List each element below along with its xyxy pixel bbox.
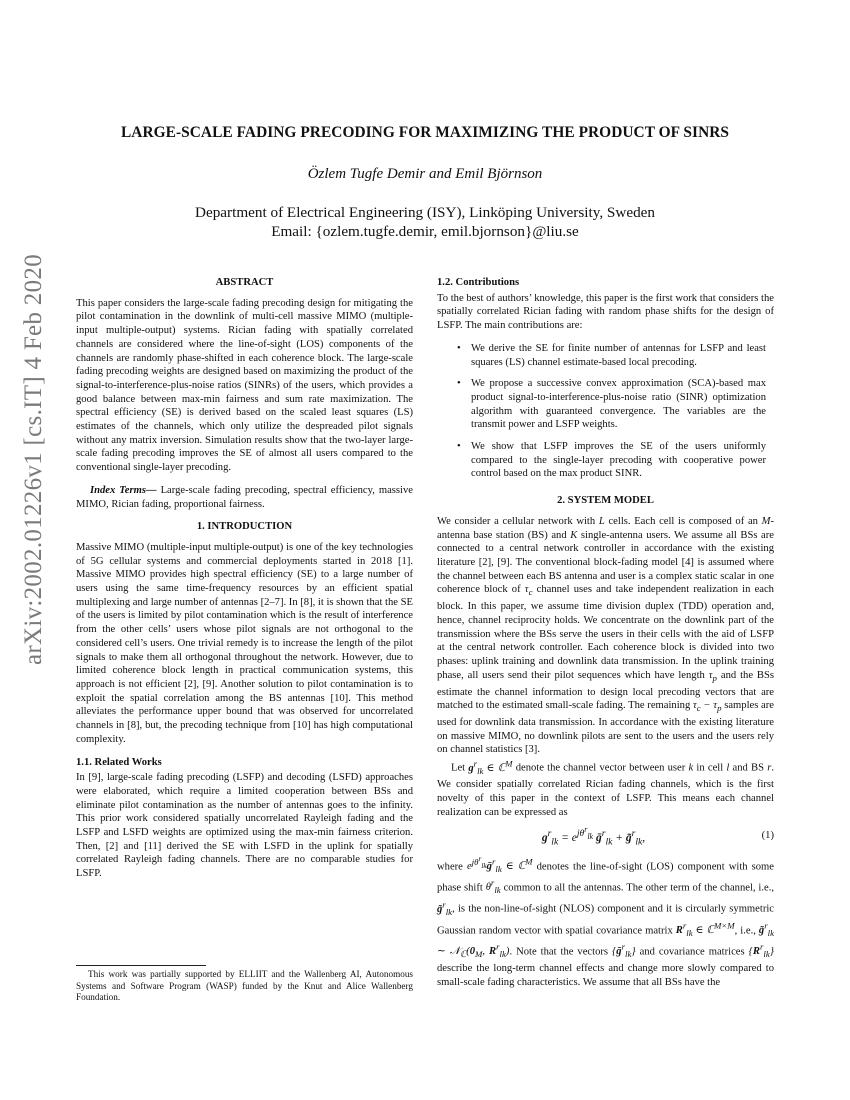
contributions-heading: 1.2. Contributions: [437, 277, 520, 288]
system-model-heading: 2. SYSTEM MODEL: [557, 495, 654, 507]
intro-text: Massive MIMO (multiple-input multiple-output) is one of the key technologies of 5G cellular systems and commercial deployments started in 2018 [1]. Massive MIMO provides high spectral efficiency (SE) to a large number of users using the same time-frequency resources by an efficient spatial multiplexing and large number of antennas [2–7]. In [8], it is shown that the SE of the users is limited by pilot contamination which is the result of interference from the other cells’ users whose pilot signals are not orthogonal to the considered cell’s users. One trivial remedy is to increase the length of the pilot signals to make them all orthogonal throughout the network. However, due to limited coherence block length in practical communication systems, this approach is not efficient [2], [9]. Another solution to pilot contamination is to exploit the spatial correlation among the BS antennas [10]. This method alleviates the performance upper bound that was observed for uncorrelated channels in [8], but, the precoding technique from [10] has high computational complexity.: [76, 541, 413, 745]
index-terms-label: Index Terms—: [90, 484, 157, 496]
abstract-text: This paper considers the large-scale fading precoding design for mitigating the pilot contamination in the downlink of multi-cell massive MIMO (multiple-input multiple-output) systems. Rician fading with spatially correlated channels are considered where the line-of-sight (LOS) components of the channels are randomly phase-shifted in each coherence block. The large-scale fading precoding weights are designed based on maximizing the product of the signal-to-interference-plus-noise ratios (SINRs) of the users, which provides a good balance between max-min fairness and sum rate maximization. The spectral efficiency (SE) is derived based on the scaled least squares (LS) estimates of the channels, which only utilize the despreaded pilot signals without any matrix inversion. Simulation results show that the two-layer large-scale fading precoding improves the SE of almost all users compared to the conventional single-layer precoding.: [76, 297, 413, 474]
related-works-heading: 1.1. Related Works: [76, 756, 162, 768]
system-model-paragraph-2: Let $g^r_{lk}$ ∈ ℂ$^M$ denote the channel vector between user k in cell l and BS r. We consider spatially correlated Rician fading channels, which is the first novelty of this paper in the context of LSFP. This means each channel realization can be expressed as: [437, 758, 774, 818]
left-column: [76, 276, 413, 881]
contribution-item: • We propose a successive convex approximation (SCA)-based max product signal-to-interference-plus-noise ratio (SINR) optimization algorithm with guaranteed convergence. The variables are the transmit power and LSFP weights.: [471, 377, 774, 432]
equation-1: [437, 824, 774, 847]
footnote-rule: [76, 965, 206, 966]
affiliation-block: [60, 203, 790, 241]
affiliation: Department of Electrical Engineering (ISY), Linköping University, Sweden: [195, 204, 655, 221]
contributions-list: [437, 342, 774, 481]
system-model-paragraph-1: We consider a cellular network with L cells. Each cell is composed of an M-antenna base station (BS) and K single-antenna users. We assume all BSs are connected to a central network controller in accordance with the existing literature [2], [9]. The conventional block-fading model [4] is assumed where the channel between each BS antenna and user is a complex static scalar in one coherence block of $\tau_c$ channel uses and take independent realization in each block. In this paper, we assume time division duplex (TDD) operation and, hence, channel reciprocity holds. We concentrate on the downlink part of the transmission where the BSs serve the users in their cells with the aid of LSFP at the central network controller. Each coherence block is divided into two phases: uplink training and downlink data transmission. In the uplink training phase, all users send their pilot sequences which have length $\tau_p$ and the BSs estimate the channel information to design local precoding vectors that are matched to the estimated small-scale fading. The remaining $\tau_c - \tau_p$ samples are used for downlink data transmission. In accordance with the existing literature on massive MIMO, no downlink pilots are sent to the users and the users rely on channel statistics [3].: [437, 515, 775, 756]
abstract-heading: ABSTRACT: [215, 277, 274, 288]
contributions-text: To the best of authors’ knowledge, this paper is the first work that considers the spatially correlated Rician fading with random phase shifts for the design of LSFP. The main contributions are:: [437, 292, 774, 332]
intro-heading: 1. INTRODUCTION: [196, 521, 293, 533]
equation-number: (1): [761, 829, 774, 841]
arxiv-stamp: arXiv:2002.01226v1 [cs.IT] 4 Feb 2020: [20, 254, 47, 666]
system-model-paragraph-3: where $e^{j\theta^r_{lk}}ḡ^r_{lk}$ ∈ ℂ$^M$ denotes the line-of-sight (LOS) component with some phase shift $\theta^r_{lk}$ common to all the antennas. The other term of the channel, i.e., g̃$^r_{lk}$, is the non-line-of-sight (NLOS) component and it is circularly symmetric Gaussian random vector with spatial covariance matrix $R^r_{lk}$ ∈ ℂ$^{M\times M}$, i.e., g̃$^r_{lk}$ ∼ $𝒩_ℂ(0_M$, $R^r_{lk}$). Note that the vectors {ḡ$^r_{lk}$} and covariance matrices $\{R^r_{lk}\}$ describe the long-term channel effects and change more slowly compared to small-scale fading characteristics. We assume that all BSs have the: [437, 853, 775, 988]
paper-title: LARGE-SCALE FADING PRECODING FOR MAXIMIZING THE PRODUCT OF SINRS: [120, 124, 730, 141]
equation-1-body: $g^r_{lk} = e^{j\theta^r_{lk}}$ ḡ$^r_{lk}$ + g̃$^r_{lk}$,: [541, 824, 646, 847]
footnote: This work was partially supported by ELLIIT and the Wallenberg AI, Autonomous Systems and Software Program (WASP) funded by the Knut and Alice Wallenberg Foundation.: [76, 969, 413, 1003]
authors: Özlem Tugfe Demir and Emil Björnson: [307, 166, 543, 182]
right-column: [437, 276, 774, 990]
related-works-text: In [9], large-scale fading precoding (LSFP) and decoding (LSFD) approaches were elaborated, which require a limited cooperation between BSs and eliminate pilot contamination as the number of antennas goes to the infinity. This prior work considered spatially uncorrelated Rayleigh fading and the LSFP and LSFD weights are optimized using the max-min fairness criterion. Then, [2] and [11] derived the SE with LSFD in the uplink for spatially correlated Rayleigh fading channels. There are no comparable studies for LSFP.: [76, 772, 413, 880]
email: Email: {ozlem.tugfe.demir, emil.bjornson}@liu.se: [271, 223, 579, 240]
index-terms: [76, 484, 413, 511]
contribution-item: • We derive the SE for finite number of antennas for LSFP and least squares (LS) channel estimate-based local precoding.: [471, 342, 774, 369]
index-terms-text: Large-scale fading precoding, spectral efficiency, massive MIMO, Rician fading, proportional fairness.: [76, 484, 413, 510]
contribution-item: • We show that LSFP improves the SE of the users uniformly compared to the single-layer precoding with cooperative power control based on the max product SINR.: [471, 440, 774, 481]
